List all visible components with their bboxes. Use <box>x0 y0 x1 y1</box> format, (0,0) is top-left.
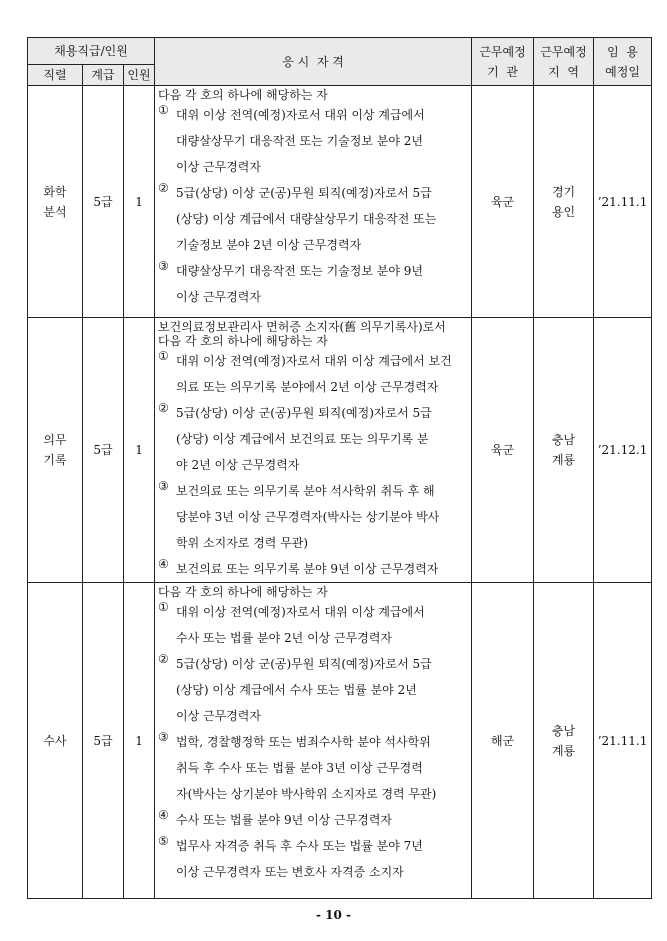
region-cell: 경기 용인 <box>534 86 594 318</box>
qualification-item: ③ 법학, 경찰행정학 또는 범죄수사학 분야 석사학위 취득 후 수사 또는 법률 분야 3년 이상 근무경력 자(박사는 상기분야 박사학위 소지자로 경력 무관) <box>158 730 437 801</box>
header-grade: 계급 <box>83 65 124 86</box>
header-org: 근무예정 기 관 <box>472 38 534 86</box>
qualification-item: ③ 대량살상무기 대응작전 또는 기술정보 분야 9년 이상 근무경력자 <box>158 259 423 304</box>
qualification-item: ② 5급(상당) 이상 군(공)무원 퇴직(예정)자로서 5급 (상당) 이상 계급에서 대량살상무기 대응작전 또는 기술정보 분야 2년 이상 근무경력자 <box>158 181 437 252</box>
qualification-item: ② 5급(상당) 이상 군(공)무원 퇴직(예정)자로서 5급 (상당) 이상 계급에서 보건의료 또는 의무기록 분 야 2년 이상 근무경력자 <box>158 401 432 472</box>
date-cell: ’21.12.1 <box>594 318 652 583</box>
qualification-item: ① 대위 이상 전역(예정)자로서 대위 이상 계급에서 대량살상무기 대응작전 또는 기술정보 분야 2년 이상 근무경력자 <box>158 103 425 174</box>
org-cell: 해군 <box>472 583 534 899</box>
count-cell: 1 <box>124 86 155 318</box>
grade-cell: 5급 <box>83 86 124 318</box>
page-number: - 10 - <box>315 908 351 922</box>
table-row <box>28 583 652 899</box>
qualification-item: ② 5급(상당) 이상 군(공)무원 퇴직(예정)자로서 5급 (상당) 이상 계급에서 수사 또는 법률 분야 2년 이상 근무경력자 <box>158 652 432 723</box>
qualification-item: ① 대위 이상 전역(예정)자로서 대위 이상 계급에서 수사 또는 법률 분야 2년 이상 근무경력자 <box>158 600 425 645</box>
grade-cell: 5급 <box>83 583 124 899</box>
header-group: 채용직급/인원 <box>28 38 155 65</box>
header-series: 직렬 <box>28 65 83 86</box>
region-cell: 충남 계룡 <box>534 583 594 899</box>
series-cell: 화학 분석 <box>28 86 83 318</box>
header-date: 임 용 예정일 <box>594 38 652 86</box>
series-cell: 수사 <box>28 583 83 899</box>
qualification-cell <box>155 583 472 899</box>
header-region: 근무예정 지 역 <box>534 38 594 86</box>
qualification-cell <box>155 318 472 583</box>
qualification-intro: 다음 각 호의 하나에 해당하는 자 <box>158 88 328 102</box>
org-cell: 육군 <box>472 318 534 583</box>
table-row <box>28 86 652 318</box>
header-qualification: 응 시 자 격 <box>155 38 472 86</box>
header-count: 인원 <box>124 65 155 86</box>
qualification-cell <box>155 86 472 318</box>
qualification-item: ① 대위 이상 전역(예정)자로서 대위 이상 계급에서 보건 의료 또는 의무기록 분야에서 2년 이상 근무경력자 <box>158 349 452 394</box>
series-cell: 의무 기록 <box>28 318 83 583</box>
date-cell: ’21.11.1 <box>594 86 652 318</box>
recruitment-table <box>27 37 652 899</box>
qualification-intro: 보건의료정보관리사 면허증 소지자(舊 의무기록사)로서 <box>158 320 446 334</box>
table-row <box>28 318 652 583</box>
qualification-intro-2: 다음 각 호의 하나에 해당하는 자 <box>158 334 328 348</box>
date-cell: ’21.11.1 <box>594 583 652 899</box>
org-cell: 육군 <box>472 86 534 318</box>
count-cell: 1 <box>124 583 155 899</box>
qualification-item: ④ 보건의료 또는 의무기록 분야 9년 이상 근무경력자 <box>158 557 439 576</box>
region-cell: 충남 계룡 <box>534 318 594 583</box>
grade-cell: 5급 <box>83 318 124 583</box>
qualification-item: ③ 보건의료 또는 의무기록 분야 석사학위 취득 후 해 당분야 3년 이상 근무경력자(박사는 상기분야 박사 학위 소지자로 경력 무관) <box>158 479 440 550</box>
qualification-item: ④ 수사 또는 법률 분야 9년 이상 근무경력자 <box>158 808 393 827</box>
qualification-item: ⑤ 법무사 자격증 취득 후 수사 또는 법률 분야 7년 이상 근무경력자 또는 변호사 자격증 소지자 <box>158 834 423 879</box>
count-cell: 1 <box>124 318 155 583</box>
qualification-intro: 다음 각 호의 하나에 해당하는 자 <box>158 585 328 599</box>
